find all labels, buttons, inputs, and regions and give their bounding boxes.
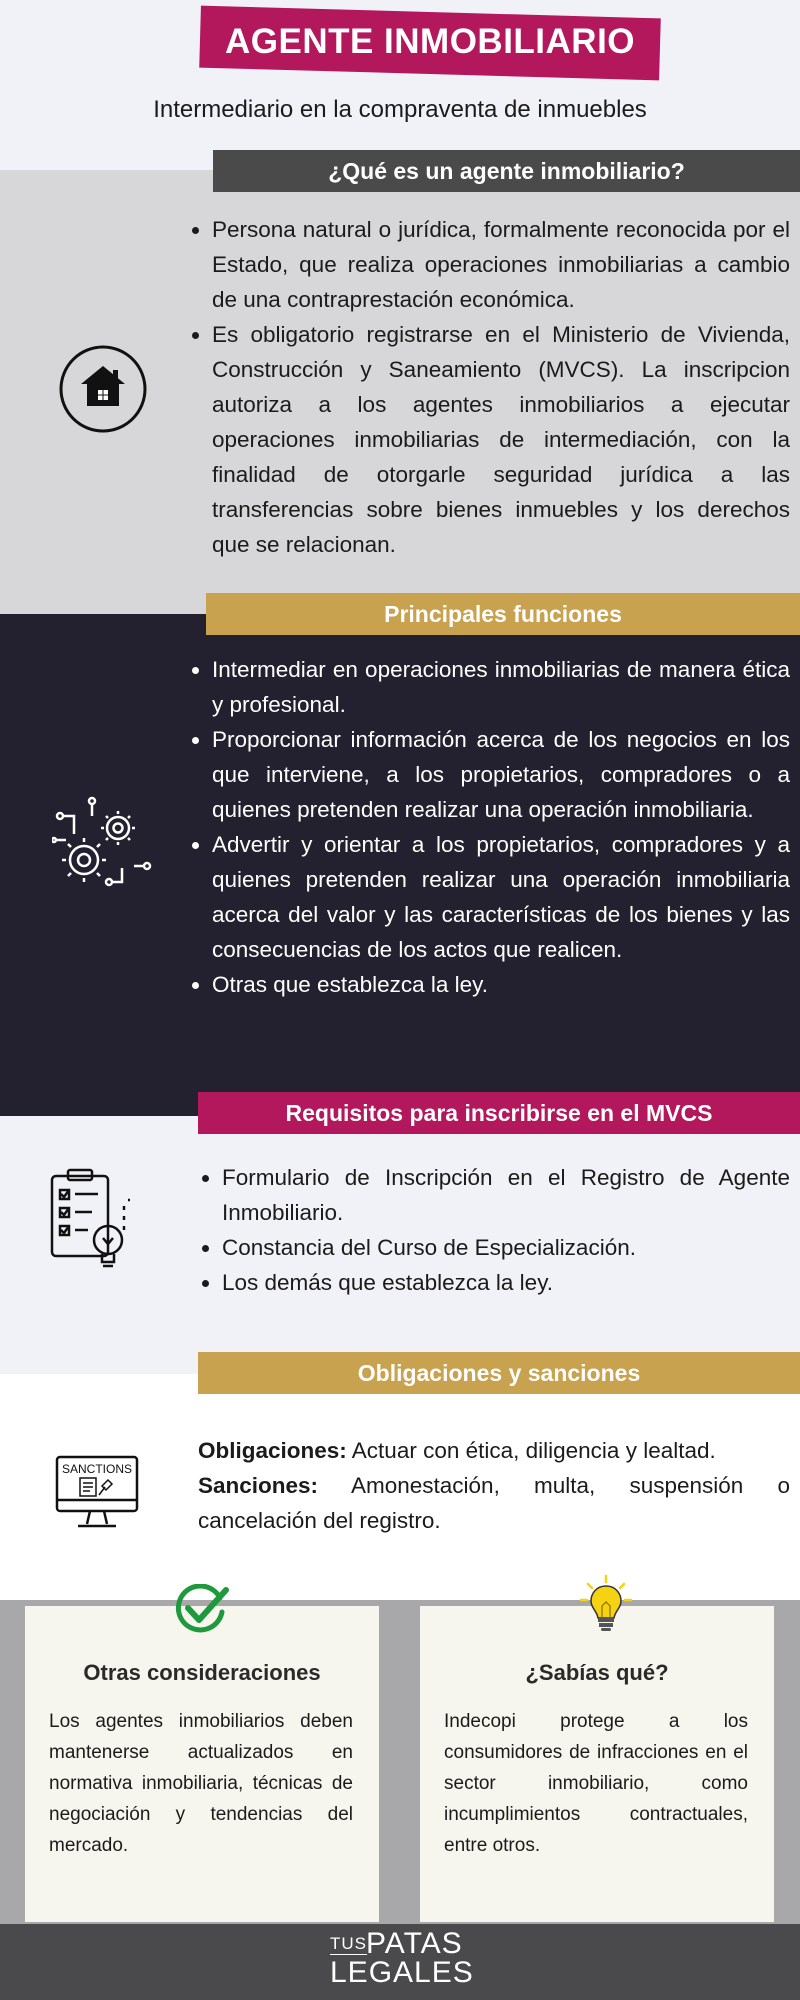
sanctions-monitor-icon [54,1454,140,1532]
section-obligaciones-text [198,1433,790,1538]
house-icon [58,344,148,434]
page-title: AGENTE INMOBILIARIO [224,22,636,61]
sanctions-icon-text: SANCTIONS [61,1462,133,1476]
lightbulb-icon [578,1574,634,1636]
card-title: Otras consideraciones [83,1660,321,1685]
footer-logo-tus: TUS [330,1934,367,1953]
sanciones-text: Amonestación, multa, suspensión o cancelación del registro. [198,1473,790,1533]
gears-icon [52,796,152,892]
list-item: • Advertir y orientar a los propietarios, compradores y a quienes pretenden realizar una operación inmobiliaria acerca del valor y las características de los bienes y las consecuencias de los actos que realicen. [212,827,790,967]
list-item: • Los demás que establezca la ley. [222,1265,790,1300]
list-item: • Proporcionar información acerca de los negocios en los que interviene, a los propietarios, compradores o a quienes pretenden realizar una operación inmobiliaria. [212,722,790,827]
list-item: • Intermediar en operaciones inmobiliarias de manera ética y profesional. [212,652,790,722]
list-item: • Constancia del Curso de Especialización. [222,1230,790,1265]
section-heading-requisitos: Requisitos para inscribirse en el MVCS [198,1092,800,1134]
footer-logo-legales: LEGALES [330,1956,474,1989]
page-subtitle: Intermediario en la compraventa de inmuebles [153,96,647,123]
card-otras-consideraciones [25,1606,379,1922]
card-body: Los agentes inmobiliarios deben mantenerse actualizados en normativa inmobiliaria, técnicas de negociación y tendencias del mercado. [49,1711,353,1856]
section-funciones-text [186,652,790,1002]
list-item: • Es obligatorio registrarse en el Ministerio de Vivienda, Construcción y Saneamiento (MVCS). La inscripcion autoriza a los agentes inmobiliarios a ejecutar operaciones inmobiliarias de intermediación, con la finalidad de otorgarle seguridad jurídica a las transferencias sobre bienes inmuebles y los derechos que se relacionan. [212,317,790,562]
section-heading-que-es: ¿Qué es un agente inmobiliario? [213,150,800,192]
checkmark-icon [174,1584,230,1636]
obligaciones-line [198,1433,790,1468]
card-body: Indecopi protege a los consumidores de infracciones en el sector inmobiliario, como incumplimientos contractuales, entre otros. [444,1711,748,1856]
list-item: • Persona natural o jurídica, formalmente reconocida por el Estado, que realiza operaciones inmobiliarias a cambio de una contraprestación económica. [212,212,790,317]
card-sabias-que [420,1606,774,1922]
checklist-icon [48,1166,134,1270]
obligaciones-label: Obligaciones: [198,1438,347,1463]
section-heading-funciones: Principales funciones [206,593,800,635]
list-item: • Otras que establezca la ley. [212,967,790,1002]
section-que-es-text [186,212,790,562]
list-item: • Formulario de Inscripción en el Registro de Agente Inmobiliario. [222,1160,790,1230]
section-requisitos-text [196,1160,790,1300]
footer-logo-patas: PATAS [366,1927,463,1960]
sanciones-line [198,1468,790,1538]
section-heading-obligaciones: Obligaciones y sanciones [198,1352,800,1394]
sanciones-label: Sanciones: [198,1473,319,1498]
card-title: ¿Sabías qué? [525,1660,669,1685]
obligaciones-text: Actuar con ética, diligencia y lealtad. [346,1438,716,1463]
